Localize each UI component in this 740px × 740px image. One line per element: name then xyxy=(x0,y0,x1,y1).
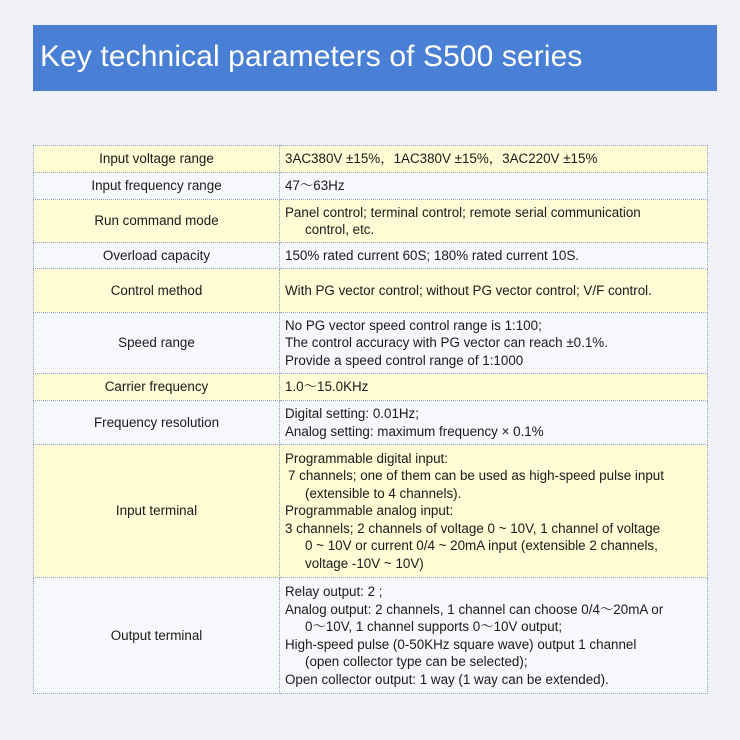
row-value xyxy=(280,401,708,445)
value-line: 0 ~ 10V or current 0/4 ~ 20mA input (extensible 2 channels, xyxy=(305,538,658,554)
value-line: Analog output: 2 channels, 1 channel can choose 0/4～20mA or xyxy=(285,601,664,617)
row-value xyxy=(280,200,708,243)
table-row xyxy=(34,200,708,243)
table-row xyxy=(34,269,708,313)
row-label: Carrier frequency xyxy=(34,374,280,401)
row-label: Input frequency range xyxy=(34,173,280,200)
row-label: Input voltage range xyxy=(34,146,280,173)
table-row xyxy=(34,243,708,269)
value-line: (extensible to 4 channels). xyxy=(305,485,462,501)
value-line: No PG vector speed control range is 1:100; xyxy=(285,317,542,333)
title-banner xyxy=(33,25,717,91)
value-line: Open collector output: 1 way (1 way can be extended). xyxy=(285,671,609,687)
value-line: voltage -10V ~ 10V) xyxy=(305,555,424,571)
value-line: 3 channels; 2 channels of voltage 0 ~ 10V, 1 channel of voltage xyxy=(285,520,661,536)
value-line: 47～63Hz xyxy=(285,178,345,194)
row-label: Output terminal xyxy=(34,578,280,694)
row-label: Run command mode xyxy=(34,200,280,243)
table-row xyxy=(34,313,708,374)
row-value xyxy=(280,578,708,694)
row-value xyxy=(280,445,708,578)
row-value xyxy=(280,146,708,173)
row-value xyxy=(280,374,708,401)
value-line: Digital setting: 0.01Hz; xyxy=(285,406,419,421)
value-line: Provide a speed control range of 1:1000 xyxy=(285,352,524,368)
value-line: control, etc. xyxy=(305,222,375,237)
value-line: Programmable analog input: xyxy=(285,503,454,519)
value-line: With PG vector control; without PG vector control; V/F control. xyxy=(285,282,652,298)
value-line: High-speed pulse (0-50KHz square wave) output 1 channel xyxy=(285,636,637,652)
value-line: 150% rated current 60S; 180% rated current 10S. xyxy=(285,247,580,263)
row-value xyxy=(280,313,708,374)
table-row xyxy=(34,445,708,578)
value-line: Relay output: 2 ; xyxy=(285,584,383,599)
table-row xyxy=(34,374,708,401)
row-value xyxy=(280,243,708,269)
table-row xyxy=(34,401,708,445)
value-line: Analog setting: maximum frequency × 0.1% xyxy=(285,423,544,439)
row-label: Overload capacity xyxy=(34,243,280,269)
value-line: The control accuracy with PG vector can reach ±0.1%. xyxy=(285,335,608,351)
value-line: 7 channels; one of them can be used as high-speed pulse input xyxy=(288,468,664,484)
table-row xyxy=(34,146,708,173)
table-row xyxy=(34,173,708,200)
row-label: Input terminal xyxy=(34,445,280,578)
spec-table xyxy=(33,145,708,694)
table-row xyxy=(34,578,708,694)
value-line: 0～10V, 1 channel supports 0～10V output; xyxy=(305,619,563,634)
row-label: Speed range xyxy=(34,313,280,374)
value-line: Panel control; terminal control; remote serial communication xyxy=(285,204,641,220)
value-line: Programmable digital input: xyxy=(285,450,449,466)
row-label: Frequency resolution xyxy=(34,401,280,445)
value-line: 3AC380V ±15%，1AC380V ±15%，3AC220V ±15% xyxy=(285,151,598,167)
row-value xyxy=(280,269,708,313)
row-label: Control method xyxy=(34,269,280,313)
value-line: (open collector type can be selected); xyxy=(305,654,528,669)
row-value xyxy=(280,173,708,200)
value-line: 1.0～15.0KHz xyxy=(285,379,369,395)
page-title: Key technical parameters of S500 series xyxy=(40,40,583,73)
